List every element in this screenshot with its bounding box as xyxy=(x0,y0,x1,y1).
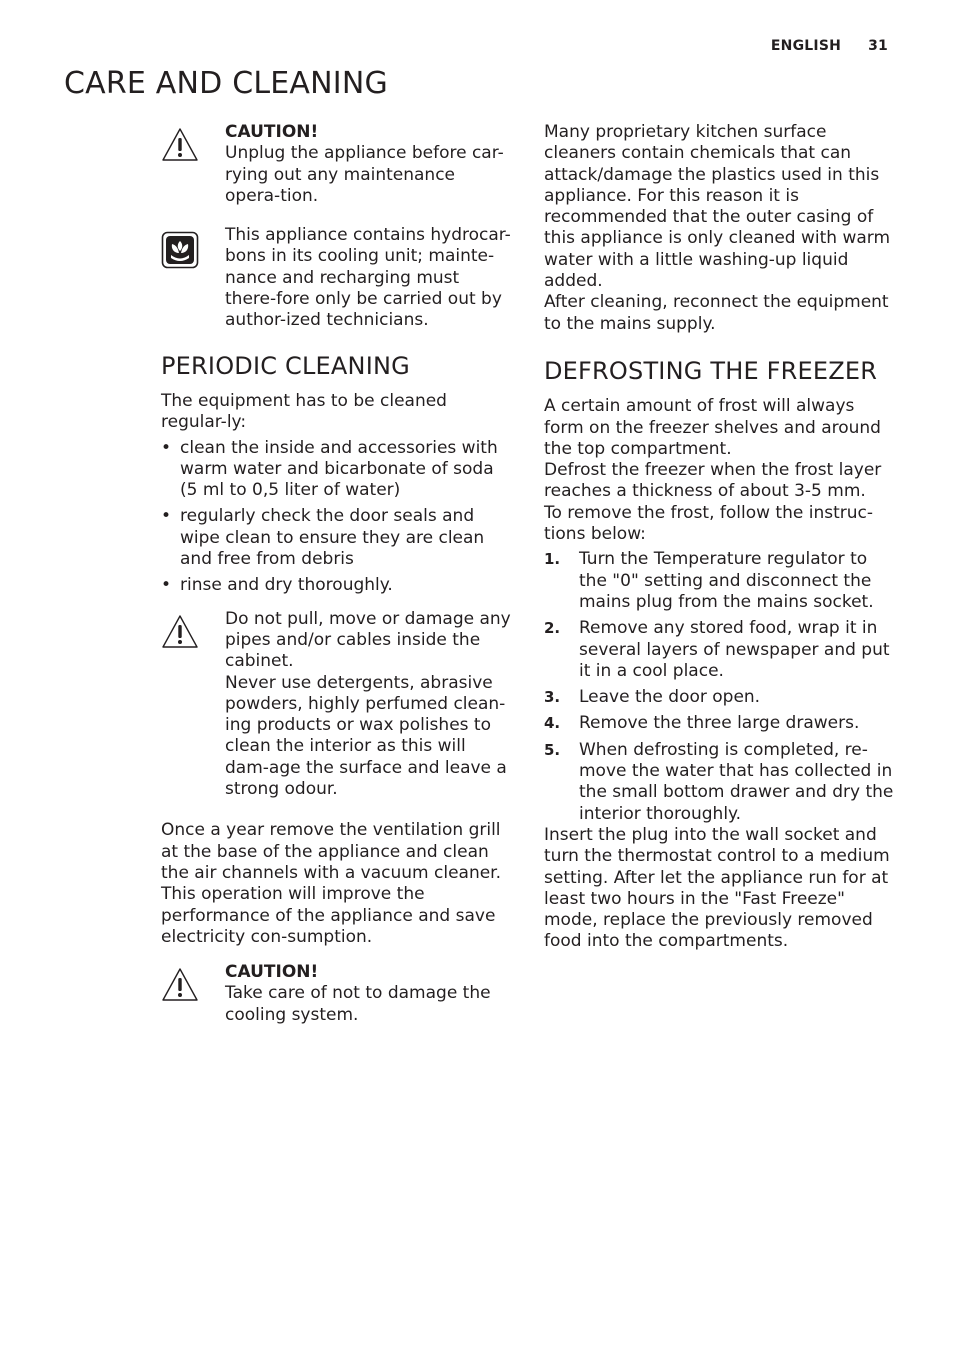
caution-text: Unplug the appliance before car-rying out any maintenance opera-tion. xyxy=(225,143,504,206)
after-cleaning-text: After cleaning, reconnect the equipment to the mains supply. xyxy=(544,292,889,334)
step-number: 3. xyxy=(544,688,561,707)
step-number: 4. xyxy=(544,714,561,733)
list-item xyxy=(544,740,896,825)
ventilation-grill-text: Once a year remove the ventilation grill at the base of the appliance and clean the air channels with a vacuum cleaner. This operation will improve the performance of the appliance and save electricity con-sumption. xyxy=(161,820,502,947)
surface-cleaners-text: Many proprietary kitchen surface cleaners contain chemicals that can attack/damage the plastics used in this appliance. For this reason it is recommended that the outer casing of this appliance is only cleaned with warm water with a little washing-up liquid added. xyxy=(544,122,891,292)
step-text: Remove the three large drawers. xyxy=(579,713,860,734)
step-text: Turn the Temperature regulator to the "0" setting and disconnect the mains plug from the mains socket. xyxy=(579,549,874,612)
defrosting-heading: DEFROSTING THE FREEZER xyxy=(544,356,878,385)
environment-note xyxy=(161,225,513,331)
step-text: Remove any stored food, wrap it in several layers of newspaper and put it in a cool place. xyxy=(579,618,890,681)
warning-triangle-icon xyxy=(161,126,199,164)
list-item xyxy=(544,713,896,734)
page-number: 31 xyxy=(868,38,888,54)
list-item xyxy=(544,687,896,708)
list-item xyxy=(544,618,896,682)
warning-triangle-icon xyxy=(161,966,199,1004)
warning-text-pipes: Do not pull, move or damage any pipes and/or cables inside the cabinet. xyxy=(225,608,511,672)
caution-note-unplug xyxy=(161,122,513,207)
defrost-paragraph: Defrost the freezer when the frost layer reaches a thickness of about 3-5 mm. xyxy=(544,460,882,502)
step-text: Leave the door open. xyxy=(579,687,761,708)
list-item: • rinse and dry thoroughly. xyxy=(161,575,513,596)
defrost-paragraph: To remove the frost, follow the instruc-tions below: xyxy=(544,502,874,545)
hydrocarbons-note-text: This appliance contains hydrocar-bons in its cooling unit; mainte-nance and recharging must there-fore only be carried out by author-ized technicians. xyxy=(225,225,511,331)
step-text: When defrosting is completed, re-move the water that has collected in the small bottom drawer and dry the interior thoroughly. xyxy=(579,739,894,824)
page-header xyxy=(771,38,888,54)
defrost-paragraph: A certain amount of frost will always form on the freezer shelves and around the top compartment. xyxy=(544,396,881,459)
step-number: 2. xyxy=(544,619,561,638)
final-instructions-text: Insert the plug into the wall socket and turn the thermostat control to a medium setting. After let the appliance run for at least two hours in the "Fast Freeze" mode, replace the previously removed food into the compartments. xyxy=(544,824,890,952)
warning-triangle-icon xyxy=(161,613,199,651)
periodic-cleaning-heading: PERIODIC CLEANING xyxy=(161,351,410,380)
caution-note-cooling xyxy=(161,962,513,1026)
warning-note-pipes xyxy=(161,609,513,801)
caution-label: CAUTION! xyxy=(225,962,319,983)
list-item: • clean the inside and accessories with warm water and bicarbonate of soda (5 ml to 0,5 liter of water) xyxy=(161,438,513,502)
periodic-cleaning-intro: The equipment has to be cleaned regular-ly: xyxy=(161,390,447,433)
periodic-cleaning-list xyxy=(161,438,513,597)
left-column xyxy=(161,122,513,1044)
right-column xyxy=(544,122,896,953)
list-item xyxy=(544,549,896,613)
step-number: 1. xyxy=(544,550,561,569)
step-number: 5. xyxy=(544,740,561,759)
caution-label: CAUTION! xyxy=(225,122,319,142)
warning-text-detergents: Never use detergents, abrasive powders, highly perfumed clean-ing products or wax polishes to clean the interior as this will dam-age the surface and leave a strong odour. xyxy=(225,672,507,800)
caution-text: Take care of not to damage the cooling system. xyxy=(225,983,491,1025)
environment-icon xyxy=(161,231,199,269)
page-title: CARE AND CLEANING xyxy=(64,66,388,101)
defrost-steps-list xyxy=(544,549,896,825)
language-label: ENGLISH xyxy=(770,38,842,54)
list-item: • regularly check the door seals and wipe clean to ensure they are clean and free from debris xyxy=(161,506,513,570)
